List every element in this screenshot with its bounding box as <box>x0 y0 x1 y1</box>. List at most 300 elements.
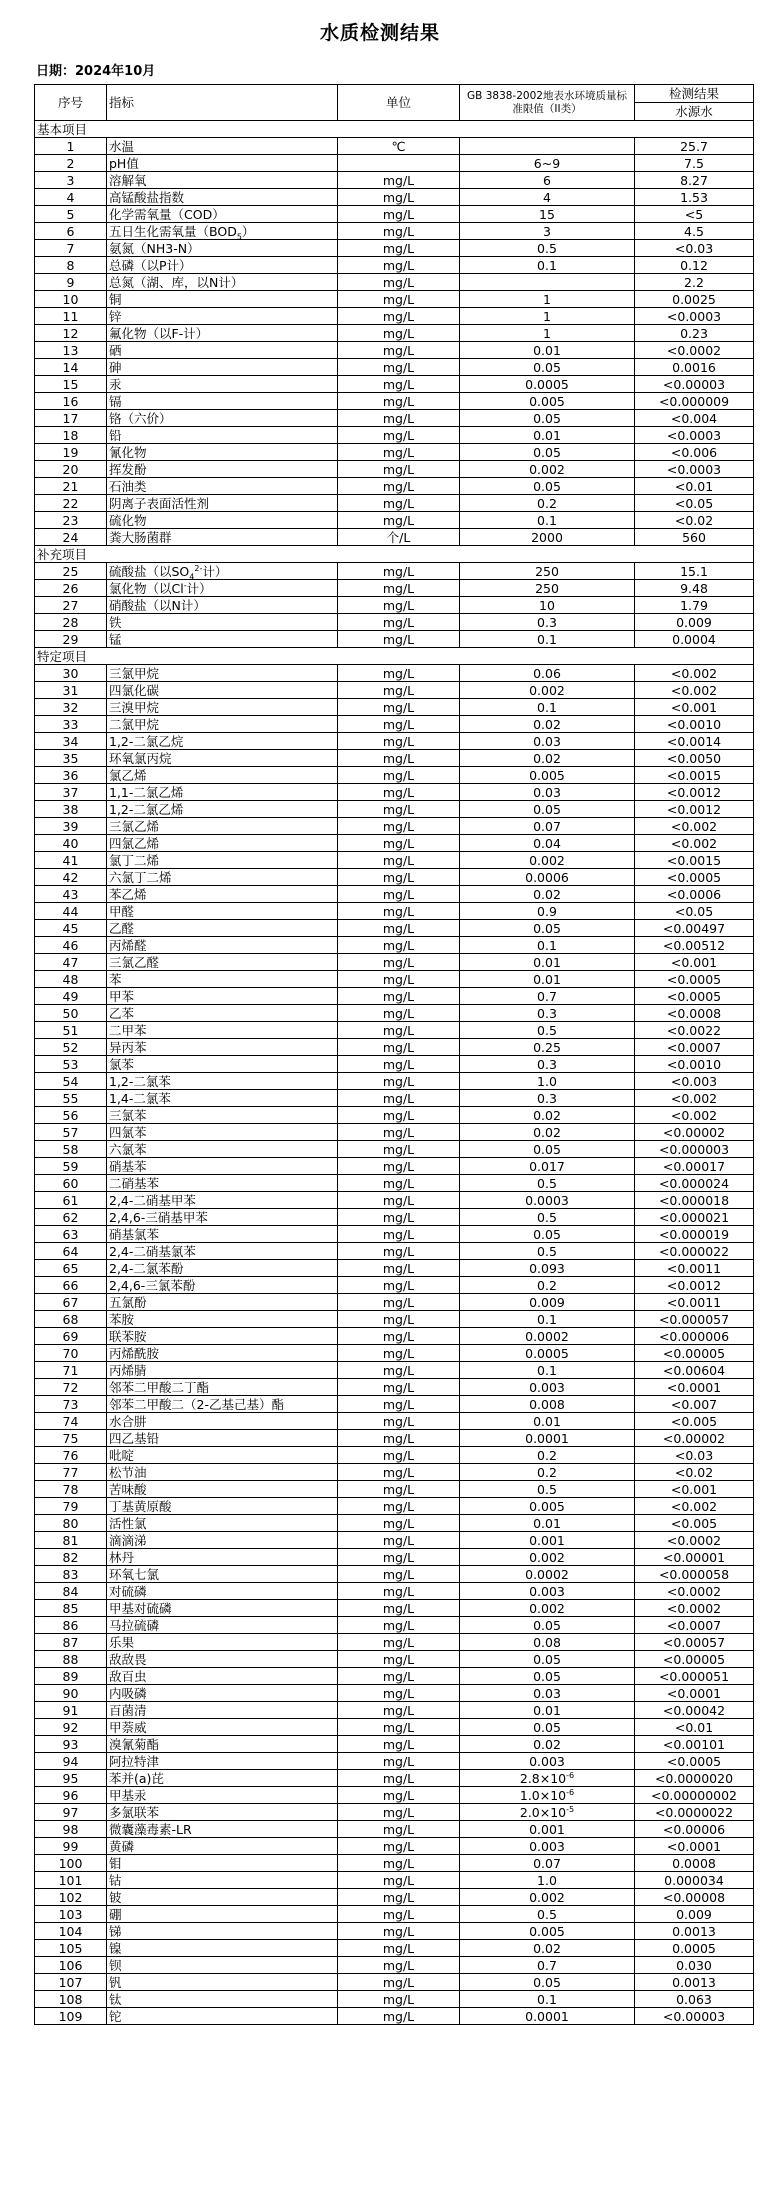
indicator-text: 敌百虫 <box>109 1668 147 1684</box>
row-seq: 46 <box>35 937 107 954</box>
row-indicator <box>107 1991 338 2008</box>
indicator-text: 丙烯腈 <box>109 1362 147 1378</box>
row-indicator <box>107 784 338 801</box>
row-indicator <box>107 1379 338 1396</box>
row-indicator <box>107 1396 338 1413</box>
row-seq: 24 <box>35 529 107 546</box>
row-unit: mg/L <box>338 410 460 427</box>
table-row <box>35 308 754 325</box>
row-indicator <box>107 206 338 223</box>
standard-value: 0.25 <box>533 1039 561 1055</box>
row-standard <box>460 954 635 971</box>
row-unit: mg/L <box>338 767 460 784</box>
standard-value: 0.05 <box>533 801 561 817</box>
row-standard <box>460 1175 635 1192</box>
indicator-text: 铊 <box>109 2008 122 2024</box>
row-unit: mg/L <box>338 784 460 801</box>
table-row <box>35 1379 754 1396</box>
standard-value: 0.08 <box>533 1634 561 1650</box>
row-unit: mg/L <box>338 597 460 614</box>
row-seq: 67 <box>35 1294 107 1311</box>
standard-value: 0.5 <box>537 240 557 256</box>
row-standard <box>460 1906 635 1923</box>
standard-value: 0.001 <box>529 1821 565 1837</box>
standard-value: 0.001 <box>529 1532 565 1548</box>
row-seq: 44 <box>35 903 107 920</box>
row-indicator <box>107 1226 338 1243</box>
row-seq: 33 <box>35 716 107 733</box>
row-result: <0.00000002 <box>635 1787 754 1804</box>
indicator-text: 马拉硫磷 <box>109 1617 160 1633</box>
indicator-text: 氯化物（以Cl <box>109 580 184 596</box>
standard-value: 1.0×10 <box>519 1787 567 1803</box>
row-seq: 51 <box>35 1022 107 1039</box>
indicator-text: 硫酸盐（以SO <box>109 563 190 579</box>
row-result: <0.0011 <box>635 1294 754 1311</box>
row-unit: mg/L <box>338 733 460 750</box>
row-indicator <box>107 1464 338 1481</box>
row-seq: 12 <box>35 325 107 342</box>
row-seq: 42 <box>35 869 107 886</box>
row-unit: mg/L <box>338 971 460 988</box>
row-standard <box>460 1889 635 1906</box>
row-seq: 47 <box>35 954 107 971</box>
row-standard <box>460 1702 635 1719</box>
row-result: <0.002 <box>635 835 754 852</box>
row-unit <box>338 155 460 172</box>
row-standard <box>460 971 635 988</box>
row-standard <box>460 767 635 784</box>
row-standard <box>460 1124 635 1141</box>
row-unit: mg/L <box>338 1770 460 1787</box>
row-indicator <box>107 750 338 767</box>
row-standard <box>460 1753 635 1770</box>
table-row <box>35 1719 754 1736</box>
standard-value: 0.03 <box>533 733 561 749</box>
row-result: <0.0002 <box>635 1532 754 1549</box>
indicator-text: 乙苯 <box>109 1005 135 1021</box>
row-standard <box>460 1209 635 1226</box>
standard-value: 0.01 <box>533 1702 561 1718</box>
row-indicator <box>107 1515 338 1532</box>
standard-value: 0.003 <box>529 1753 565 1769</box>
row-result: <0.0010 <box>635 1056 754 1073</box>
indicator-text: 三氯苯 <box>109 1107 147 1123</box>
row-indicator <box>107 410 338 427</box>
row-standard <box>460 1243 635 1260</box>
row-seq: 99 <box>35 1838 107 1855</box>
indicator-text: 苯胺 <box>109 1311 135 1327</box>
row-seq: 65 <box>35 1260 107 1277</box>
indicator-text: 对硫磷 <box>109 1583 147 1599</box>
table-row <box>35 665 754 682</box>
row-unit: mg/L <box>338 903 460 920</box>
standard-value: 0.2 <box>537 1464 557 1480</box>
row-standard <box>460 614 635 631</box>
standard-value: 0.0003 <box>525 1192 569 1208</box>
row-seq: 76 <box>35 1447 107 1464</box>
standard-value: 0.01 <box>533 342 561 358</box>
table-row <box>35 342 754 359</box>
row-unit: mg/L <box>338 291 460 308</box>
row-unit: mg/L <box>338 1532 460 1549</box>
row-seq: 37 <box>35 784 107 801</box>
row-unit: mg/L <box>338 495 460 512</box>
standard-value: 0.002 <box>529 461 565 477</box>
row-standard <box>460 1447 635 1464</box>
row-seq: 54 <box>35 1073 107 1090</box>
row-seq: 70 <box>35 1345 107 1362</box>
row-result: 9.48 <box>635 580 754 597</box>
table-row <box>35 444 754 461</box>
row-standard <box>460 325 635 342</box>
row-unit: mg/L <box>338 682 460 699</box>
row-result: <0.0002 <box>635 1600 754 1617</box>
row-unit: mg/L <box>338 1566 460 1583</box>
row-indicator <box>107 1906 338 1923</box>
row-unit: mg/L <box>338 631 460 648</box>
row-result: <0.00005 <box>635 1651 754 1668</box>
table-row <box>35 1549 754 1566</box>
row-seq: 82 <box>35 1549 107 1566</box>
row-seq: 62 <box>35 1209 107 1226</box>
standard-value: 0.5 <box>537 1243 557 1259</box>
row-result: 0.009 <box>635 1906 754 1923</box>
row-standard <box>460 1668 635 1685</box>
standard-value: 0.5 <box>537 1481 557 1497</box>
row-seq: 22 <box>35 495 107 512</box>
table-row <box>35 1022 754 1039</box>
table-row <box>35 1855 754 1872</box>
row-unit: mg/L <box>338 1243 460 1260</box>
row-standard <box>460 427 635 444</box>
row-seq: 53 <box>35 1056 107 1073</box>
standard-value: 0.3 <box>537 1005 557 1021</box>
indicator-text: 溶解氧 <box>109 172 147 188</box>
indicator-text: 1,2-二氯苯 <box>109 1073 171 1089</box>
indicator-text: 1,2-二氯乙烯 <box>109 801 184 817</box>
row-result: <0.00002 <box>635 1430 754 1447</box>
row-result: 8.27 <box>635 172 754 189</box>
table-row <box>35 1821 754 1838</box>
row-standard <box>460 2008 635 2025</box>
row-indicator <box>107 325 338 342</box>
row-standard <box>460 512 635 529</box>
row-result: <0.01 <box>635 478 754 495</box>
row-standard <box>460 308 635 325</box>
standard-value: 0.002 <box>529 1600 565 1616</box>
row-indicator <box>107 274 338 291</box>
row-indicator <box>107 1702 338 1719</box>
row-seq: 91 <box>35 1702 107 1719</box>
table-row <box>35 954 754 971</box>
row-seq: 31 <box>35 682 107 699</box>
section-row <box>35 546 754 563</box>
row-seq: 68 <box>35 1311 107 1328</box>
table-header-row <box>35 85 754 103</box>
row-standard <box>460 1685 635 1702</box>
standard-value: 0.093 <box>529 1260 565 1276</box>
standard-value: 0.02 <box>533 750 561 766</box>
row-unit: mg/L <box>338 1634 460 1651</box>
row-seq: 86 <box>35 1617 107 1634</box>
row-standard <box>460 1974 635 1991</box>
report-date: 日期：2024年10月 <box>36 64 156 79</box>
row-result: <0.002 <box>635 818 754 835</box>
row-unit: mg/L <box>338 1294 460 1311</box>
row-indicator <box>107 1668 338 1685</box>
page-title: 水质检测结果 <box>319 22 440 44</box>
row-result: 0.23 <box>635 325 754 342</box>
standard-value: 0.008 <box>529 1396 565 1412</box>
table-row <box>35 1702 754 1719</box>
row-unit: mg/L <box>338 1413 460 1430</box>
row-indicator <box>107 461 338 478</box>
row-indicator <box>107 1430 338 1447</box>
row-indicator <box>107 1957 338 1974</box>
row-unit: mg/L <box>338 1804 460 1821</box>
indicator-text: 高锰酸盐指数 <box>109 189 185 205</box>
row-indicator <box>107 971 338 988</box>
section-row <box>35 648 754 665</box>
row-indicator <box>107 1141 338 1158</box>
row-seq: 90 <box>35 1685 107 1702</box>
row-standard <box>460 1515 635 1532</box>
indicator-text: 邻苯二甲酸二（2-乙基己基）酯 <box>109 1396 284 1412</box>
row-seq: 95 <box>35 1770 107 1787</box>
row-result: <0.0012 <box>635 784 754 801</box>
table-row <box>35 1260 754 1277</box>
indicator-text: 铁 <box>109 614 122 630</box>
row-unit: mg/L <box>338 835 460 852</box>
row-seq: 87 <box>35 1634 107 1651</box>
standard-value: 15 <box>539 206 555 222</box>
table-row <box>35 461 754 478</box>
row-indicator <box>107 308 338 325</box>
row-unit: mg/L <box>338 206 460 223</box>
indicator-text: 氟化物（以F-计） <box>109 325 209 341</box>
row-standard <box>460 376 635 393</box>
row-seq: 56 <box>35 1107 107 1124</box>
row-standard <box>460 291 635 308</box>
indicator-text: 苯 <box>109 971 122 987</box>
row-result: 0.009 <box>635 614 754 631</box>
row-indicator <box>107 1413 338 1430</box>
standard-value: 0.01 <box>533 954 561 970</box>
table-row <box>35 1141 754 1158</box>
row-result: <0.000006 <box>635 1328 754 1345</box>
row-seq: 55 <box>35 1090 107 1107</box>
row-result: <0.0008 <box>635 1005 754 1022</box>
row-standard <box>460 750 635 767</box>
standard-value: 0.3 <box>537 614 557 630</box>
indicator-text: 敌敌畏 <box>109 1651 147 1667</box>
row-seq: 1 <box>35 138 107 155</box>
row-indicator <box>107 1260 338 1277</box>
indicator-subscript: 4 <box>189 572 195 580</box>
row-unit: mg/L <box>338 1107 460 1124</box>
indicator-text: 苯乙烯 <box>109 886 147 902</box>
indicator-text: 环氧氯丙烷 <box>109 750 172 766</box>
standard-value: 1.0 <box>537 1073 557 1089</box>
row-result: <0.007 <box>635 1396 754 1413</box>
table-row <box>35 631 754 648</box>
row-unit: mg/L <box>338 1889 460 1906</box>
standard-value: 0.005 <box>529 1498 565 1514</box>
row-standard <box>460 461 635 478</box>
table-row <box>35 1396 754 1413</box>
row-unit: mg/L <box>338 1651 460 1668</box>
row-standard <box>460 1277 635 1294</box>
row-result: <0.006 <box>635 444 754 461</box>
row-seq: 109 <box>35 2008 107 2025</box>
row-seq: 27 <box>35 597 107 614</box>
row-unit: mg/L <box>338 1175 460 1192</box>
row-standard <box>460 274 635 291</box>
row-seq: 80 <box>35 1515 107 1532</box>
indicator-text: 2,4,6-三氯苯酚 <box>109 1277 196 1293</box>
row-result: <0.000018 <box>635 1192 754 1209</box>
row-indicator <box>107 1073 338 1090</box>
row-unit: mg/L <box>338 988 460 1005</box>
row-result: <0.00002 <box>635 1124 754 1141</box>
row-seq: 43 <box>35 886 107 903</box>
standard-value: 0.5 <box>537 1209 557 1225</box>
row-unit: mg/L <box>338 1855 460 1872</box>
row-standard <box>460 1464 635 1481</box>
row-indicator <box>107 733 338 750</box>
row-seq: 5 <box>35 206 107 223</box>
indicator-text: 四氯化碳 <box>109 682 160 698</box>
standard-value: 0.0002 <box>525 1566 569 1582</box>
row-unit: mg/L <box>338 1753 460 1770</box>
table-row <box>35 750 754 767</box>
row-unit: mg/L <box>338 189 460 206</box>
standard-value: 0.0005 <box>525 1345 569 1361</box>
indicator-text: 硝基氯苯 <box>109 1226 160 1242</box>
standard-value: 2.0×10 <box>519 1804 567 1820</box>
indicator-text: 内吸磷 <box>109 1685 147 1701</box>
water-quality-table <box>34 84 754 2025</box>
row-indicator <box>107 393 338 410</box>
row-standard <box>460 1634 635 1651</box>
indicator-text: 锌 <box>109 308 122 324</box>
row-seq: 32 <box>35 699 107 716</box>
row-seq: 83 <box>35 1566 107 1583</box>
table-row <box>35 1515 754 1532</box>
row-indicator <box>107 818 338 835</box>
row-unit: mg/L <box>338 1991 460 2008</box>
indicator-text: 微囊藻毒素-LR <box>109 1821 192 1837</box>
row-result: 15.1 <box>635 563 754 580</box>
row-seq: 25 <box>35 563 107 580</box>
row-unit: mg/L <box>338 1957 460 1974</box>
row-unit: mg/L <box>338 478 460 495</box>
standard-value: 1 <box>543 291 551 307</box>
standard-value: 0.07 <box>533 818 561 834</box>
row-standard <box>460 937 635 954</box>
table-row <box>35 478 754 495</box>
row-seq: 2 <box>35 155 107 172</box>
table-row <box>35 1566 754 1583</box>
row-result: <0.0006 <box>635 886 754 903</box>
row-standard <box>460 1141 635 1158</box>
row-indicator <box>107 1583 338 1600</box>
header-source-water: 水源水 <box>635 103 754 121</box>
row-result: 0.0005 <box>635 1940 754 1957</box>
table-row <box>35 1481 754 1498</box>
row-standard <box>460 138 635 155</box>
row-unit: mg/L <box>338 1515 460 1532</box>
row-indicator <box>107 1872 338 1889</box>
table-row <box>35 1651 754 1668</box>
row-seq: 79 <box>35 1498 107 1515</box>
indicator-text: 多氯联苯 <box>109 1804 160 1820</box>
row-indicator <box>107 597 338 614</box>
row-unit: mg/L <box>338 886 460 903</box>
row-indicator <box>107 1481 338 1498</box>
indicator-text-tail: 计） <box>202 563 228 579</box>
standard-value: 0.01 <box>533 1515 561 1531</box>
row-result: 1.53 <box>635 189 754 206</box>
row-seq: 57 <box>35 1124 107 1141</box>
indicator-text: 六氯苯 <box>109 1141 147 1157</box>
row-standard <box>460 1804 635 1821</box>
standard-value: 0.9 <box>537 903 557 919</box>
row-indicator <box>107 801 338 818</box>
table-row <box>35 1073 754 1090</box>
table-row <box>35 1838 754 1855</box>
row-seq: 13 <box>35 342 107 359</box>
indicator-text: 铍 <box>109 1889 122 1905</box>
row-unit: mg/L <box>338 1158 460 1175</box>
row-indicator <box>107 1362 338 1379</box>
table-row <box>35 767 754 784</box>
table-row <box>35 1464 754 1481</box>
row-unit: mg/L <box>338 1600 460 1617</box>
row-standard <box>460 1022 635 1039</box>
standard-value: 0.005 <box>529 1923 565 1939</box>
table-row <box>35 1209 754 1226</box>
row-standard <box>460 1838 635 1855</box>
row-standard <box>460 1260 635 1277</box>
table-row <box>35 240 754 257</box>
table-row <box>35 1940 754 1957</box>
row-indicator <box>107 1192 338 1209</box>
row-unit: mg/L <box>338 376 460 393</box>
standard-value: 0.03 <box>533 1685 561 1701</box>
table-row <box>35 1005 754 1022</box>
row-seq: 89 <box>35 1668 107 1685</box>
standard-value: 0.0002 <box>525 1328 569 1344</box>
row-result: <0.000024 <box>635 1175 754 1192</box>
row-standard <box>460 988 635 1005</box>
table-row <box>35 1430 754 1447</box>
indicator-text: 锑 <box>109 1923 122 1939</box>
row-indicator <box>107 1345 338 1362</box>
row-indicator <box>107 886 338 903</box>
table-row <box>35 206 754 223</box>
row-indicator <box>107 495 338 512</box>
standard-value: 0.02 <box>533 716 561 732</box>
row-standard <box>460 206 635 223</box>
indicator-text: 硼 <box>109 1906 122 1922</box>
standard-value: 0.05 <box>533 410 561 426</box>
table-row <box>35 189 754 206</box>
table-row <box>35 1345 754 1362</box>
standard-value: 2000 <box>531 529 563 545</box>
standard-value: 0.002 <box>529 852 565 868</box>
